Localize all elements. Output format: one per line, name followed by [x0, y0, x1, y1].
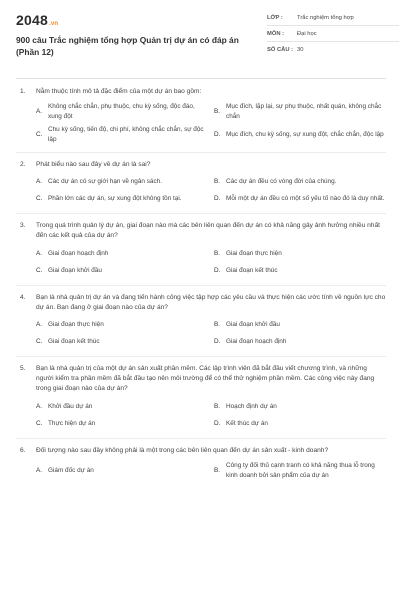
question-number: 4.: [20, 293, 26, 301]
meta-key: MÔN :: [267, 30, 285, 37]
question-number: 6.: [20, 446, 26, 454]
question-text: Bạn là nhà quản trị của một dự án sản xuất phần mềm. Các lập trình viên đã bắt đầu viết chương trình, và những người kiểm tra phần mềm đã bắt đầu tạo nên môi trường để có thể thử nghiệm phần mềm. Các công việc này đang trong giai đoạn nào của dự án?: [36, 365, 375, 393]
answer-option-a[interactable]: [36, 400, 208, 414]
question-4: [16, 293, 386, 357]
question-number: 3.: [20, 222, 26, 230]
question-stem: [16, 160, 386, 170]
header-divider: [16, 78, 386, 79]
question-number: 2.: [20, 160, 26, 168]
meta-value: 30: [297, 47, 304, 53]
answer-option-c[interactable]: [36, 264, 208, 278]
option-text: Các dự án đều có vòng đời của chúng.: [226, 178, 337, 186]
option-text: Khởi đầu dự án: [48, 402, 93, 410]
answer-option-d[interactable]: [214, 125, 386, 145]
question-1: [16, 87, 386, 153]
option-letter: A.: [36, 249, 43, 257]
option-letter: B.: [214, 402, 221, 410]
option-text: Giai đoạn hoạch định: [48, 249, 109, 257]
question-stem: [16, 293, 386, 313]
question-text: Trong quá trình quản lý dự án, giai đoạn nào mà các bên liên quan đến dự án có khả năng gây ảnh hưởng nhiều nhất đến các kết quả của dự án?: [36, 222, 380, 240]
answer-option-b[interactable]: [214, 175, 386, 189]
option-letter: B.: [214, 108, 221, 116]
answer-options: [16, 400, 386, 434]
option-letter: D.: [214, 195, 221, 203]
answer-option-c[interactable]: [36, 192, 208, 206]
meta-row-count: [267, 42, 399, 58]
answer-options: [16, 318, 386, 352]
option-text: Giai đoạn hoạch định: [226, 338, 287, 346]
answer-options: [16, 461, 386, 484]
answer-option-a[interactable]: [36, 318, 208, 332]
option-letter: B.: [214, 466, 221, 474]
option-text: Mục đích, lặp lại, sự phụ thuộc, nhất quán, không chắc chắn: [226, 103, 382, 121]
option-text: Giai đoạn khởi đầu: [48, 266, 102, 274]
option-letter: A.: [36, 402, 43, 410]
question-stem: [16, 446, 386, 456]
question-6: [16, 446, 386, 484]
question-divider: [16, 285, 386, 286]
option-letter: D.: [214, 419, 221, 427]
answer-option-d[interactable]: [214, 335, 386, 349]
option-letter: B.: [214, 249, 221, 257]
option-letter: C.: [36, 195, 43, 203]
option-letter: C.: [36, 419, 43, 427]
option-text: Công ty đối thủ cạnh tranh có khả năng thua lỗ trong kinh doanh bởi sản phẩm của dự án: [226, 461, 375, 479]
answer-option-a[interactable]: [36, 102, 208, 122]
option-text: Các dự án có sự giới hạn về ngân sách.: [48, 178, 162, 186]
question-number: 1.: [20, 88, 26, 95]
option-letter: D.: [214, 266, 221, 274]
question-text: Phát biểu nào sau đây về dự án là sai?: [36, 160, 151, 168]
option-text: Chu kỳ sống, tiến độ, chi phí, không chắc chắn, sự độc lập: [48, 126, 204, 143]
option-text: Giai đoạn kết thúc: [226, 266, 278, 274]
option-letter: D.: [214, 338, 221, 346]
option-text: Mục đích, chu kỳ sống, sự xung đột, chắc chắn, độc lập: [226, 131, 384, 139]
question-stem: [16, 364, 386, 395]
option-letter: D.: [214, 131, 221, 139]
answer-option-c[interactable]: [36, 335, 208, 349]
option-letter: A.: [36, 108, 43, 116]
site-logo[interactable]: [16, 12, 58, 28]
question-2: [16, 160, 386, 214]
meta-key: LỚP :: [267, 14, 283, 21]
meta-key: SỐ CÂU :: [267, 47, 294, 53]
option-text: Giai đoạn thực hiện: [226, 249, 282, 257]
question-stem: [16, 221, 386, 241]
answer-options: [16, 175, 386, 209]
question-stem: [16, 87, 386, 97]
meta-value: Đại học: [297, 30, 317, 37]
option-letter: A.: [36, 466, 43, 474]
option-letter: A.: [36, 321, 43, 329]
option-text: Kết thúc dự án: [226, 419, 268, 427]
option-text: Mỗi một dự án đều có một số yếu tố nào đó là duy nhất.: [226, 195, 385, 203]
answer-option-c[interactable]: [36, 125, 208, 145]
option-letter: C.: [36, 131, 43, 139]
meta-table: [267, 10, 399, 58]
answer-option-b[interactable]: [214, 400, 386, 414]
answer-option-b[interactable]: [214, 102, 386, 122]
option-letter: B.: [214, 178, 221, 186]
answer-option-d[interactable]: [214, 192, 386, 206]
answer-options: [16, 102, 386, 148]
question-divider: [16, 152, 386, 153]
answer-option-a[interactable]: [36, 175, 208, 189]
option-text: Phần lớn các dự án, sự xung đột không tồn tại.: [48, 195, 182, 203]
question-text: Nằm thuộc tính mô tả đặc điểm của một dự án bao gồm:: [36, 88, 202, 95]
answer-option-b[interactable]: [214, 318, 386, 332]
option-text: Hoạch định dự án: [226, 402, 277, 410]
option-text: Giai đoạn kết thúc: [48, 338, 100, 346]
question-5: [16, 364, 386, 439]
option-text: Thực hiện dự án: [48, 419, 96, 427]
question-text: Đối tượng nào sau đây không phải là một trong các bên liên quan đến dự án sản xuất - kinh doanh?: [36, 446, 329, 454]
answer-option-b[interactable]: [214, 247, 386, 261]
option-text: Giám đốc dự án: [48, 466, 94, 474]
meta-row-subject: [267, 26, 399, 42]
question-number: 5.: [20, 365, 26, 372]
question-list: [16, 87, 386, 484]
header: [16, 10, 386, 70]
meta-row-class: [267, 10, 399, 26]
question-3: [16, 221, 386, 285]
question-divider: [16, 356, 386, 357]
logo-suffix: .vn: [48, 21, 59, 27]
meta-value: Trắc nghiệm tổng hợp: [297, 14, 354, 21]
option-letter: B.: [214, 321, 221, 329]
answer-option-a[interactable]: [36, 247, 208, 261]
answer-option-d[interactable]: [214, 417, 386, 431]
answer-option-a[interactable]: [36, 461, 208, 481]
answer-option-c[interactable]: [36, 417, 208, 431]
option-letter: A.: [36, 178, 43, 186]
logo-main: 2048: [16, 12, 48, 28]
option-text: Không chắc chắn, phụ thuộc, chu kỳ sống, độc đáo, xung đột: [48, 103, 195, 121]
answer-option-b[interactable]: [214, 461, 386, 481]
document-title: 900 câu Trắc nghiệm tổng hợp Quản trị dự án có đáp án (Phần 12): [16, 35, 239, 57]
option-text: Giai đoạn khởi đầu: [226, 321, 280, 329]
question-divider: [16, 213, 386, 214]
option-letter: C.: [36, 266, 43, 274]
answer-options: [16, 247, 386, 281]
option-text: Giai đoạn thực hiện: [48, 321, 104, 329]
option-letter: C.: [36, 338, 43, 346]
question-text: Bạn là nhà quản trị dự án và đang tiến hành công việc tập hợp các yêu cầu và thực hiện các ước tính về nguồn lực cho dự án. Bạn đang ở giai đoạn nào của dự án?: [36, 293, 386, 311]
question-divider: [16, 438, 386, 439]
answer-option-d[interactable]: [214, 264, 386, 278]
